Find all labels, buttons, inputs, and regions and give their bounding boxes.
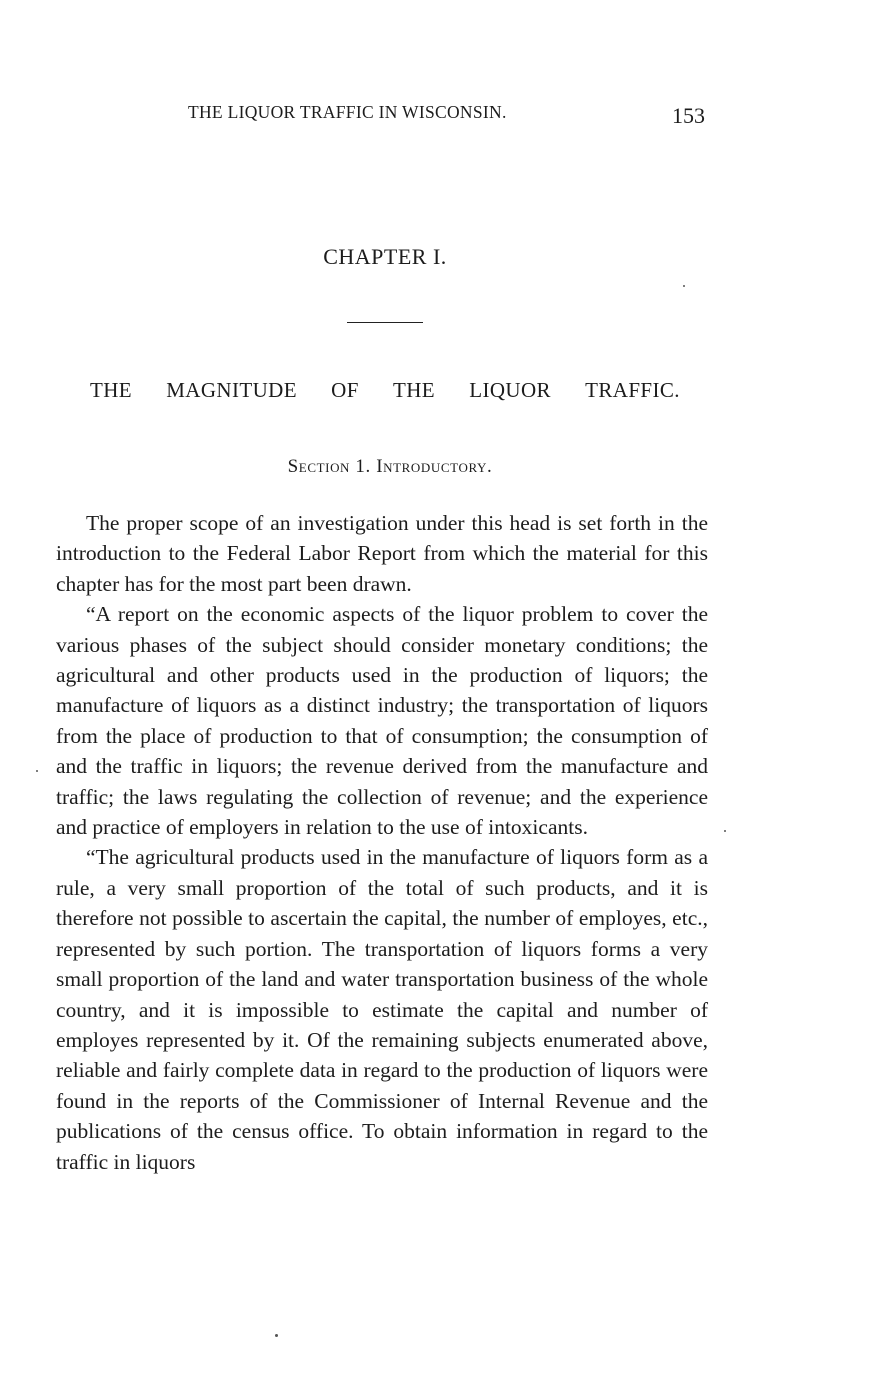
chapter-title [90, 378, 680, 403]
paragraph: The proper scope of an investigation under this head is set forth in the introduction to the Federal Labor Report from which the material for this chapter has for the most part been drawn. [56, 511, 708, 596]
scan-speck [724, 830, 726, 832]
scan-speck [683, 285, 685, 287]
chapter-title-word: THE [393, 378, 436, 402]
chapter-title-word: OF [331, 378, 359, 402]
scan-speck [36, 770, 38, 772]
section-heading: Section 1. Introductory. [287, 456, 493, 477]
chapter-title-word: TRAFFIC. [585, 378, 680, 402]
chapter-label: CHAPTER I. [323, 244, 447, 269]
chapter-title-word: THE [90, 378, 133, 402]
page-number: 153 [672, 103, 705, 128]
chapter-title-word: LIQUOR [469, 378, 551, 402]
paragraph: “A report on the economic aspects of the liquor problem to cover the various phases of the subject should consider monetary conditions; the agricultural and other products used in the production of liquors; the manufacture of liquors as a distinct industry; the transportation of liquors from the place of production to that of consumption; the consumption of and the traffic in liquors; the revenue derived from the manufacture and traffic; the laws regulating the collection of revenue; and the experience and practice of employers in relation to the use of intoxicants. [56, 602, 708, 840]
body-text [56, 508, 708, 1177]
paragraph: “The agricultural products used in the manufacture of liquors form as a rule, a very small proportion of the total of such products, and it is therefore not possible to ascertain the capital, the number of employes, etc., represented by such portion. The transportation of liquors forms a very small proportion of the land and water transportation business of the whole country, and it is impossible to estimate the capital and number of employes represented by it. Of the remaining subjects enumerated above, reliable and fairly complete data in regard to the production of liquors were found in the reports of the Commissioner of Internal Revenue and the publications of the census office. To obtain information in regard to the traffic in liquors [56, 845, 708, 1174]
scan-speck [275, 1334, 278, 1337]
chapter-rule-divider [347, 322, 423, 323]
running-head: THE LIQUOR TRAFFIC IN WISCONSIN. [188, 102, 507, 122]
chapter-title-word: MAGNITUDE [166, 378, 297, 402]
